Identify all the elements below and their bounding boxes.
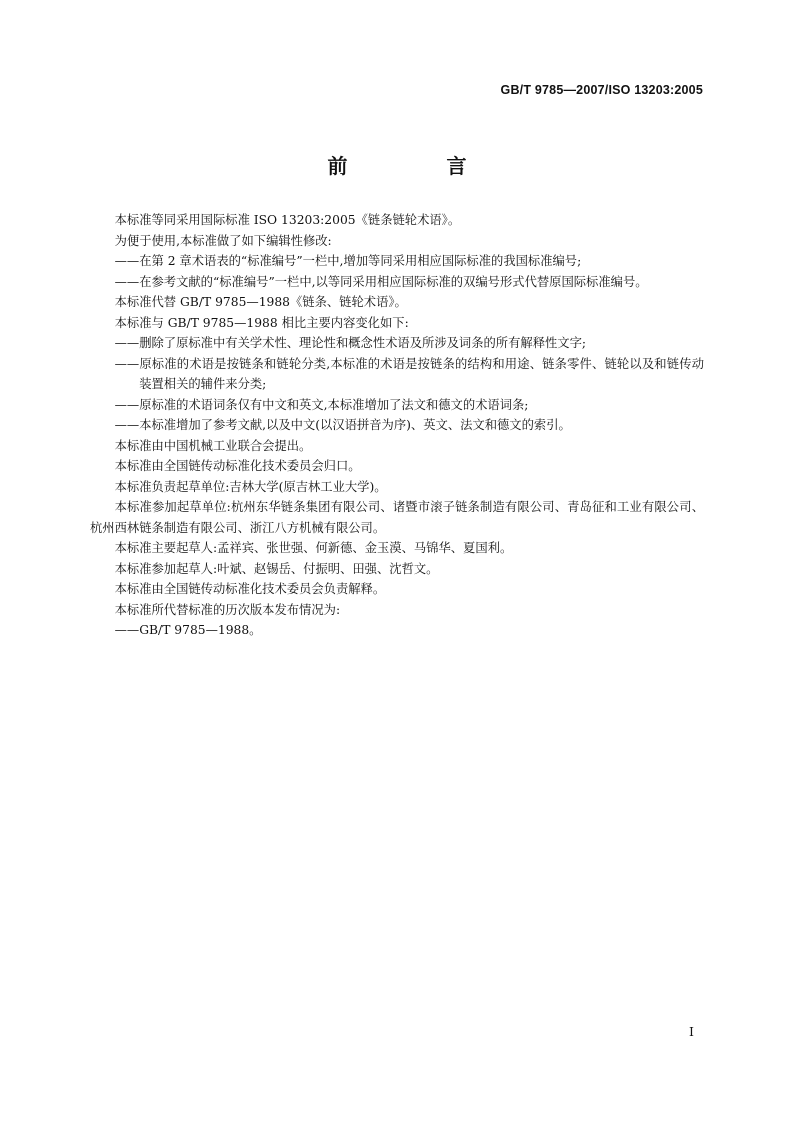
standard-code-header: GB/T 9785—2007/ISO 13203:2005	[500, 83, 703, 97]
page-title: 前 言	[327, 154, 513, 178]
paragraph: 本标准由全国链传动标准化技术委员会负责解释。	[114, 582, 386, 596]
page-number: I	[689, 1024, 694, 1039]
paragraph: 本标准由全国链传动标准化技术委员会归口。	[114, 459, 361, 473]
foreword-body	[90, 210, 704, 641]
paragraph: 本标准由中国机械工业联合会提出。	[114, 438, 312, 453]
paragraph: 本标准代替 GB/T 9785—1988《链条、链轮术语》。	[114, 295, 407, 309]
paragraph: 本标准负责起草单位:吉林大学(原吉林工业大学)。	[114, 479, 387, 494]
paragraph: 本标准所代替标准的历次版本发布情况为:	[114, 602, 341, 617]
list-item: ——在参考文献的“标准编号”一栏中,以等同采用相应国际标准的双编号形式代替原国际标准编号。	[114, 274, 648, 289]
paragraph: 本标准参加起草人:叶斌、赵锡岳、付振明、田强、沈哲文。	[114, 561, 439, 576]
list-item: ——原标准的术语词条仅有中文和英文,本标准增加了法文和德文的术语词条;	[114, 397, 529, 412]
paragraph: 本标准等同采用国际标准 ISO 13203:2005《链条链轮术语》。	[114, 213, 461, 227]
list-item: ——删除了原标准中有关学术性、理论性和概念性术语及所涉及词条的所有解释性文字;	[114, 336, 587, 350]
list-item: ——原标准的术语是按链条和链轮分类,本标准的术语是按链条的结构和用途、链条零件、链轮以及和链传动装置相关的辅件来分类;	[114, 356, 704, 391]
list-item: ——GB/T 9785—1988。	[114, 623, 262, 637]
list-item: ——本标准增加了参考文献,以及中文(以汉语拼音为序)、英文、法文和德文的索引。	[114, 418, 571, 432]
paragraph: 本标准主要起草人:孟祥宾、张世强、何新德、金玉漠、马锦华、夏国利。	[114, 541, 513, 555]
paragraph: 本标准参加起草单位:杭州东华链条集团有限公司、诸暨市滚子链条制造有限公司、青岛征和工业有限公司、杭州西林链条制造有限公司、浙江八方机械有限公司。	[90, 500, 704, 535]
list-item: ——在第 2 章术语表的“标准编号”一栏中,增加等同采用相应国际标准的我国标准编号;	[114, 254, 582, 268]
paragraph: 本标准与 GB/T 9785—1988 相比主要内容变化如下:	[114, 315, 409, 330]
paragraph: 为便于使用,本标准做了如下编辑性修改:	[114, 233, 332, 248]
